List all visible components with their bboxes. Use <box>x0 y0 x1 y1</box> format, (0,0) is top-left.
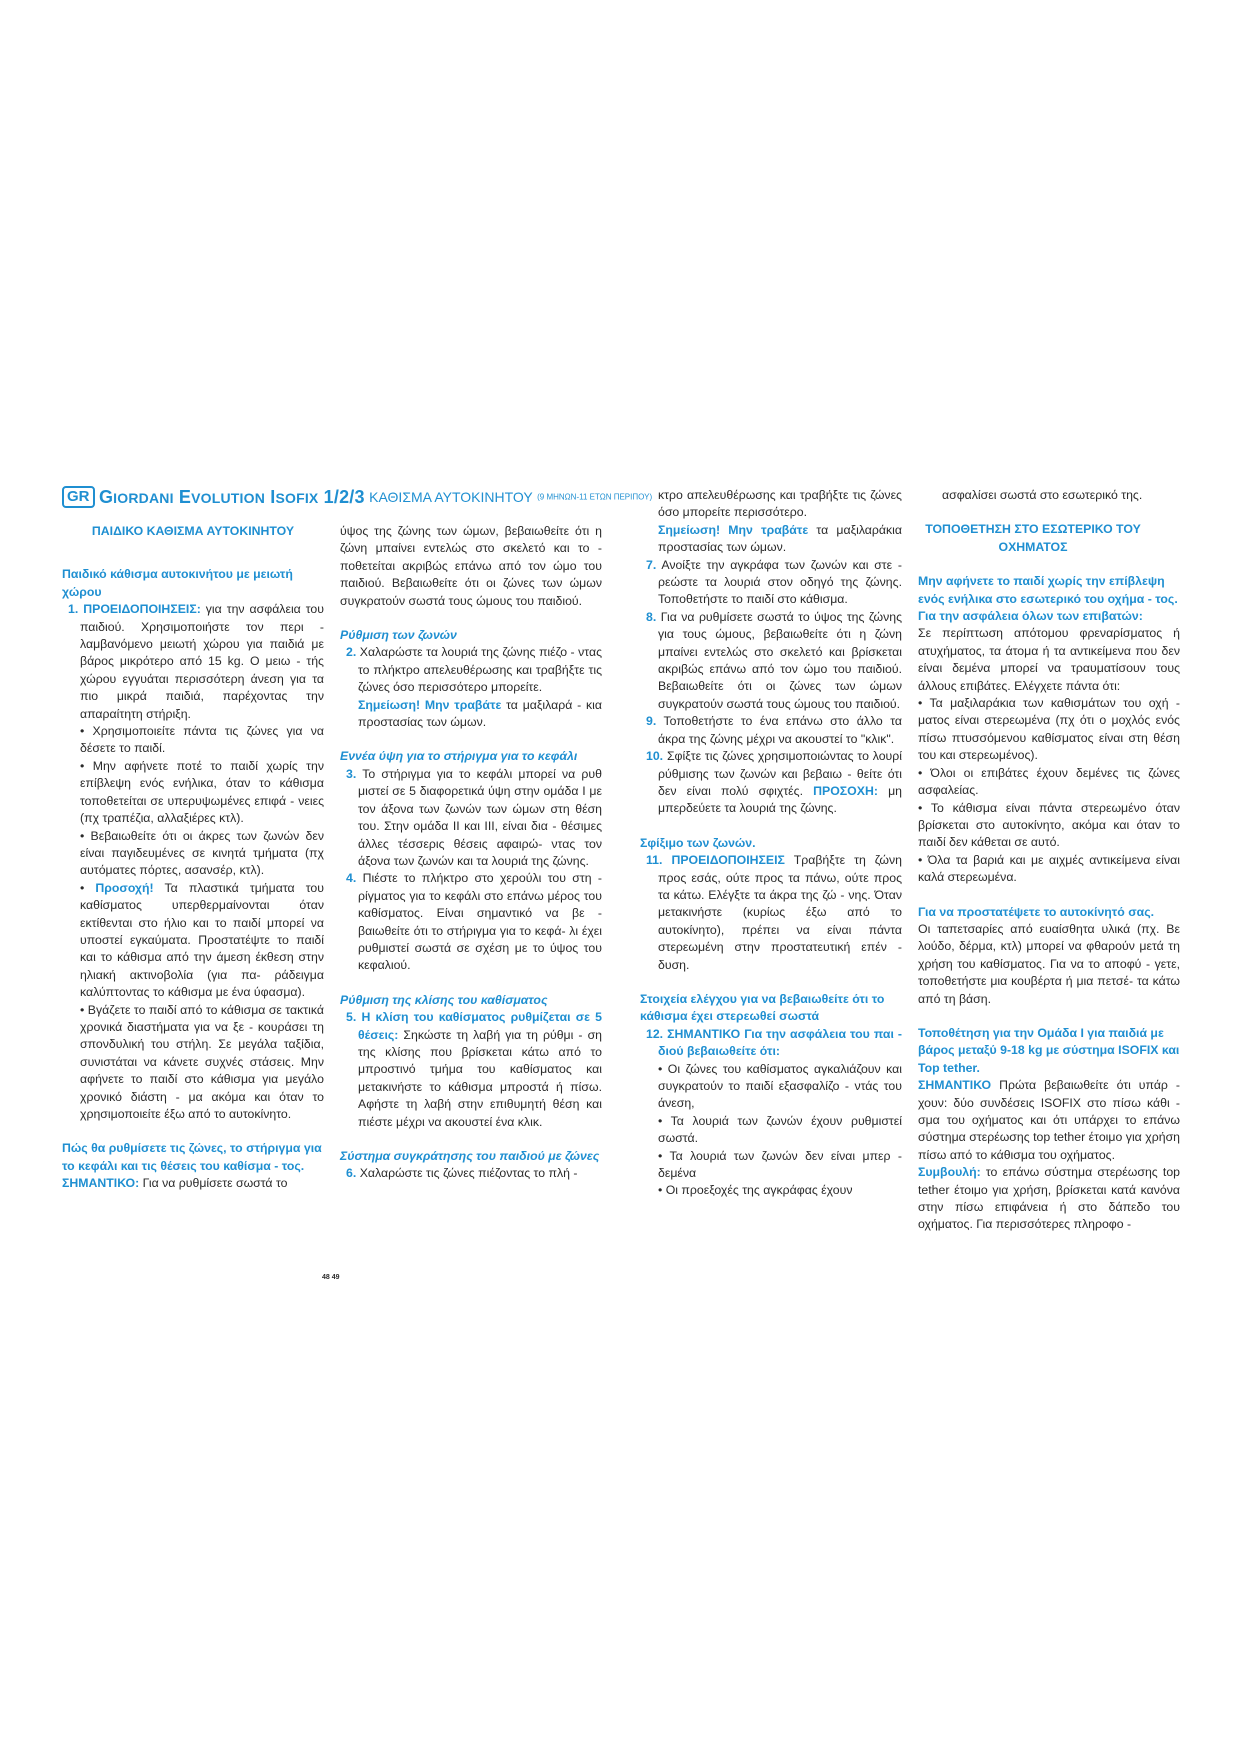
list-item: 8. Για να ρυθμίσετε σωστά το ύψος της ζώνης για τους ώμους, βεβαιωθείτε ότι η ζώνη μπαίνει εντελώς στο σκελετό και βρίσκεται ακριβώς επάνω από τον ώμο του παιδιού. Βεβαιωθείτε ότι οι ζώνες των ώμων συγκρατούν σωστά τους ώμους του παιδιού. <box>646 609 903 711</box>
bullet-item: • Οι ζώνες του καθίσματος αγκαλιάζουν και συγκρατούν το παιδί εξασφαλίζο - ντάς του άνεση, <box>658 1061 902 1111</box>
section-heading: Στοιχεία ελέγχου για να βεβαιωθείτε ότι το κάθισμα έχει στερεωθεί σωστά <box>640 991 885 1024</box>
section-heading: Μην αφήνετε το παιδί χωρίς την επίβλεψη ενός ενήλικα στο εσωτερικό του οχήμα - τος. Για την ασφάλεια όλων των επιβατών: <box>918 574 1178 624</box>
bullet-item: • Τα λουριά των ζωνών έχουν ρυθμιστεί σωστά. <box>658 1113 902 1146</box>
list-item: 10. Σφίξτε τις ζώνες χρησιμοποιώντας το λουρί ρύθμισης των ζωνών και βεβαιω - θείτε ότι δεν είναι πολύ σφιχτές. ΠΡΟΣΟΧΗ: μη μπερδεύετε τα λουριά της ζώνης. <box>646 749 903 816</box>
language-badge: GR <box>62 486 95 508</box>
note: Σημείωση! Μην τραβάτε τα μαξιλαράκια προστασίας των ώμων. <box>658 522 903 555</box>
bullet-item: • Τα μαξιλαράκια των καθισμάτων του οχή - ματος είναι στερεωμένα (πχ ότι ο μοχλός ενός πίσω πτυσσόμενου καθίσματος είναι στη θέση του και στερεωμένος). <box>918 696 1180 763</box>
document-header <box>62 486 653 508</box>
paragraph: ασφαλίσει σωστά στο εσωτερικό της. <box>942 488 1143 502</box>
paragraph: ΣΗΜΑΝΤΙΚΟ: Για να ρυθμίσετε σωστά το <box>62 1176 288 1191</box>
bullet-item: • Μην αφήνετε ποτέ το παιδί χωρίς την επίβλεψη ενός ενήλικα, όταν το κάθισμα τοποθετείται σε υπερυψωμένες επιφά - νειες (πχ τραπέζια, αλλαξιέρες κτλ). <box>80 758 324 826</box>
product-title: GIORDANI EVOLUTION ISOFIX 1/2/3 <box>98 486 365 507</box>
paragraph: Σε περίπτωση απότομου φρεναρίσματος ή ατυχήματος, τα άτομα ή τα αντικείμενα που δεν είναι δεμένα μπορεί να τραυματίσουν τους άλλους επιβάτες. Ελέγχετε πάντα ότι: <box>918 626 1180 693</box>
section-heading: Ρύθμιση της κλίσης του καθίσματος <box>340 992 548 1007</box>
section-heading: Τοποθέτηση για την Ομάδα Ι για παιδιά με βάρος μεταξύ 9-18 kg με σύστημα ISOFIX και Top tether. <box>918 1025 1180 1075</box>
bullet-item: • Χρησιμοποιείτε πάντα τις ζώνες για να δέσετε το παιδί. <box>80 724 324 756</box>
list-item: 1. ΠΡΟΕΙΔΟΠΟΙΗΣΕΙΣ: για την ασφάλεια του παιδιού. Χρησιμοποιήστε τον περι - λαμβανόμενο μειωτή χώρου για παιδιά με βάρος μικρότερο από 15 kg. Ο μειω - τής χώρου εγγυάται περισσότερη άνεση για τα πιο μικρά παιδιά, παρέχοντας την απαραίτητη στήριξη. <box>68 602 324 721</box>
section-heading: Σύστημα συγκράτησης του παιδιού με ζώνες <box>340 1149 600 1163</box>
paragraph: Συμβουλή: το επάνω σύστημα στερέωσης top tether έτοιμο για χρήση, βρίσκεται κατά κανόνα στην πίσω επιφάνεια ή στο δάπεδο του οχήματος. Για περισσότερες πληροφο - <box>918 1165 1181 1232</box>
section-heading: Ρύθμιση των ζωνών <box>340 628 457 643</box>
bullet-item: • Όλα τα βαριά και με αιχμές αντικείμενα είναι καλά στερεωμένα. <box>918 852 1180 885</box>
section-heading: Παιδικό κάθισμα αυτοκινήτου με μειωτή χώρου <box>62 567 293 599</box>
paragraph: κτρο απελευθέρωσης και τραβήξτε τις ζώνες όσο μπορείτε περισσότερο. <box>658 488 902 520</box>
column-3 <box>640 487 902 1200</box>
age-note: (9 ΜΗΝΩΝ-11 ΕΤΩΝ ΠΕΡΙΠΟΥ) <box>537 492 653 502</box>
list-item: 12. ΣΗΜΑΝΤΙΚΟ Για την ασφάλεια του παι - διού βεβαιωθείτε ότι: <box>646 1026 902 1059</box>
bullet-item: • Τα λουριά των ζωνών δεν είναι μπερ - δεμένα <box>658 1148 902 1181</box>
list-item: 3. Το στήριγμα για το κεφάλι μπορεί να ρυθ μιστεί σε 5 διαφορετικά ύψη στην ομάδα Ι με τον άξονα των ζωνών των ώμων στη θέση του. Στην ομάδα ΙΙ και ΙΙΙ, είναι δια - θέσιμες άλλες τέσσερις θέσεις αφαιρώ- ντας τον άξονα των ζωνών και τα λουριά της ζώνης. <box>346 766 602 868</box>
section-heading: Εννέα ύψη για το στήριγμα για το κεφάλι <box>340 749 578 764</box>
paragraph: ΣΗΜΑΝΤΙΚΟ Πρώτα βεβαιωθείτε ότι υπάρ - χουν: δύο συνδέσεις ISOFIX στο πίσω κάθι - σμα του οχήματος και ότι υπάρχει το επάνω σύστημα στερέωσης top tether έτοιμο για χρήση πίσω από το κάθισμα του οχήματος. <box>918 1078 1180 1162</box>
bullet-item: • Το κάθισμα είναι πάντα στερεωμένο όταν βρίσκεται στο αυτοκίνητο, ακόμα και όταν το παιδί δεν κάθεται σε αυτό. <box>918 800 1180 850</box>
section-heading: Σφίξιμο των ζωνών. <box>640 835 756 850</box>
section-title: ΠΑΙΔΙΚΟ ΚΑΘΙΣΜΑ ΑΥΤΟΚΙΝΗΤΟΥ <box>91 524 295 538</box>
column-2 <box>340 523 602 1183</box>
column-4 <box>918 487 1180 1234</box>
note: Σημείωση! Μην τραβάτε τα μαξιλαρά - κια προστασίας των ώμων. <box>358 697 603 730</box>
section-heading: Για να προστατέψετε το αυτοκίνητό σας. <box>918 904 1155 919</box>
section-heading: Πώς θα ρυθμίσετε τις ζώνες, το στήριγμα για το κεφάλι και τις θέσεις του καθίσμα - τος. <box>62 1141 322 1173</box>
bullet-item: • Βεβαιωθείτε ότι οι άκρες των ζωνών δεν είναι παγιδευμένες σε κινητά τμήματα (πχ αυτόματες πόρτες, ασανσέρ, κτλ). <box>80 828 324 878</box>
list-item: 6. Χαλαρώστε τις ζώνες πιέζοντας το πλή - <box>346 1166 578 1181</box>
paragraph: ύψος της ζώνης των ώμων, βεβαιωθείτε ότι η ζώνη μπαίνει εντελώς στο σκελετό και το - ποθετείται ακριβώς επάνω από τον ώμο του παιδιού. Βεβαιωθείτε ότι οι ζώνες των ώμων συγκρατούν σωστά τους ώμους του παιδιού. <box>340 524 602 608</box>
paragraph: Οι ταπετσαρίες από ευαίσθητα υλικά (πχ. Βε λούδο, δέρμα, κτλ) μπορεί να φθαρούν μετά τη χρήση του καθίσματος. Για να το αποφύ - γετε, τοποθετήστε μια κουβέρτα ή μια πετσέ- τα κάτω από τη βάση. <box>918 921 1180 1006</box>
page-numbers: 48 49 <box>322 1274 340 1281</box>
section-title: ΤΟΠΟΘΕΤΗΣΗ ΣΤΟ ΕΣΩΤΕΡΙΚΟ ΤΟΥ ΟΧΗΜΑΤΟΣ <box>925 522 1141 554</box>
list-item: 2. Χαλαρώστε τα λουριά της ζώνης πιέζο - ντας το πλήκτρο απελευθέρωσης και τραβήξτε τις ζώνες όσο περισσότερο μπορείτε. <box>346 645 602 695</box>
product-subtitle: ΚΑΘΙΣΜΑ ΑΥΤΟΚΙΝΗΤΟΥ <box>369 489 533 505</box>
list-item: 7. Ανοίξτε την αγκράφα των ζωνών και στε - ρεώστε τα λουριά στον οδηγό της ζώνης. Τοποθετήστε το παιδί στο κάθισμα. <box>646 557 902 607</box>
list-item: 4. Πιέστε το πλήκτρο στο χερούλι του στη - ρίγματος για το κεφάλι στο επάνω μέρος του καθίσματος. Είναι σημαντικό να βε - βαιωθείτε ότι το στήριγμα για το κεφά- λι έχει ρυθμιστεί σωστά σε σχέση με το ύψος του κεφαλιού. <box>346 871 603 973</box>
list-item: 5. Η κλίση του καθίσματος ρυθμίζεται σε 5 θέσεις: Σηκώστε τη λαβή για τη ρύθμι - ση της κλίσης που βρίσκεται κάτω από το μπροστινό τμήμα του καθίσματος και μετακινήστε το κάθισμα μπροστά ή πίσω. Αφήστε τη λαβή στην επιθυμητή θέση και πιέστε μέχρι να ακουστεί ένα κλικ. <box>346 1010 603 1129</box>
column-1 <box>62 523 324 1193</box>
bullet-item: • Όλοι οι επιβάτες έχουν δεμένες τις ζώνες ασφαλείας. <box>918 765 1180 798</box>
list-item: 11. ΠΡΟΕΙΔΟΠΟΙΗΣΕΙΣ Τραβήξτε τη ζώνη προς εσάς, ούτε προς τα πάνω, ούτε προς τα κάτω. Ελέγξτε τα άκρα της ζώ - νης. Όταν μετακινήστε (κυρίως έξω από το αυτοκίνητο), πρέπει να είναι πάντα στερεωμένη στην προστατευτική επέν - δυση. <box>646 853 902 972</box>
bullet-item: • Προσοχή! Τα πλαστικά τμήματα του καθίσματος υπερθερμαίνονται όταν εκτίθενται στο ήλιο και το παιδί μπορεί να υποστεί εγκαύματα. Προστατέψτε το παιδί και το κάθισμα από την άμεση έκθεση στην ηλιακή ακτινοβολία (για πα- ράδειγμα καλύπτοντας το κάθισμα με ένα ύφασμα). <box>80 880 324 1000</box>
list-item: 9. Τοποθετήστε το ένα επάνω στο άλλο τα άκρα της ζώνης μέχρι να ακουστεί το "κλικ". <box>646 714 902 746</box>
bullet-item: • Οι προεξοχές της αγκράφας έχουν <box>658 1183 853 1198</box>
bullet-item: • Βγάζετε το παιδί από το κάθισμα σε τακτικά χρονικά διαστήματα για να ξε - κουράσει τη σπονδυλική του στήλη. Σε μεγάλα ταξίδια, συνιστάται να κάνετε συχνές στάσεις. Μην αφήνετε το παιδί στο κάθισμα για μεγάλο χρονικό διάστη - μα ακόμα και όταν το χρησιμοποιείτε έξω από το αυτοκίνητο. <box>80 1002 324 1121</box>
